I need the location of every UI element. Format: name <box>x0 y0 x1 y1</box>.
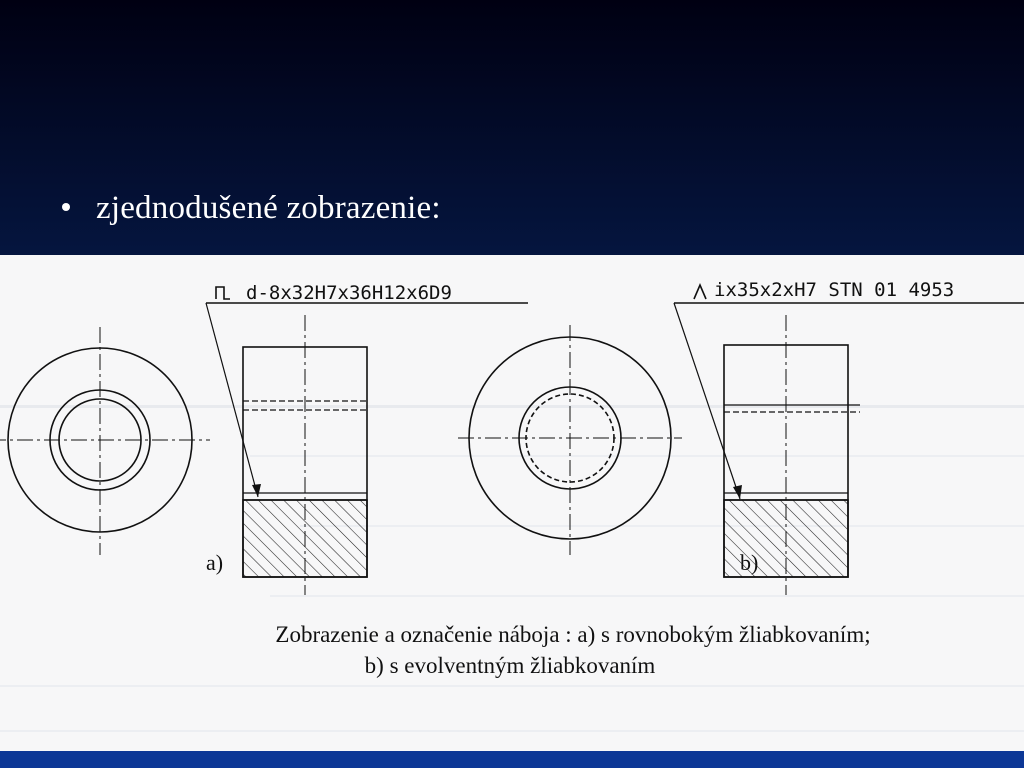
bullet-text: zjednodušené zobrazenie: <box>96 190 441 226</box>
label-b: b) <box>740 550 759 575</box>
hub-a-front-view <box>0 327 210 555</box>
hub-spline-drawing <box>0 255 1024 751</box>
caption-line-2: b) s evolventným žliabkovaním <box>364 653 656 678</box>
involute-spline-icon <box>694 285 706 299</box>
caption-line-1: Zobrazenie a označenie náboja : a) s rovnobokým žliabkovaním; <box>275 622 871 647</box>
callout-b <box>674 279 1024 499</box>
technical-drawing-figure <box>0 255 1024 751</box>
callout-a-text: d-8x32H7x36H12x6D9 <box>246 282 452 304</box>
slide-bottom-band <box>0 751 1024 768</box>
callout-b-text: ix35x2xH7 STN 01 4953 <box>714 279 955 301</box>
rectangular-spline-icon <box>216 287 230 299</box>
bullet-dot <box>62 203 70 211</box>
bullet-item <box>62 190 441 227</box>
hub-b-front-view <box>458 325 682 555</box>
label-a: a) <box>206 550 224 575</box>
faint-background-text <box>0 405 1024 732</box>
